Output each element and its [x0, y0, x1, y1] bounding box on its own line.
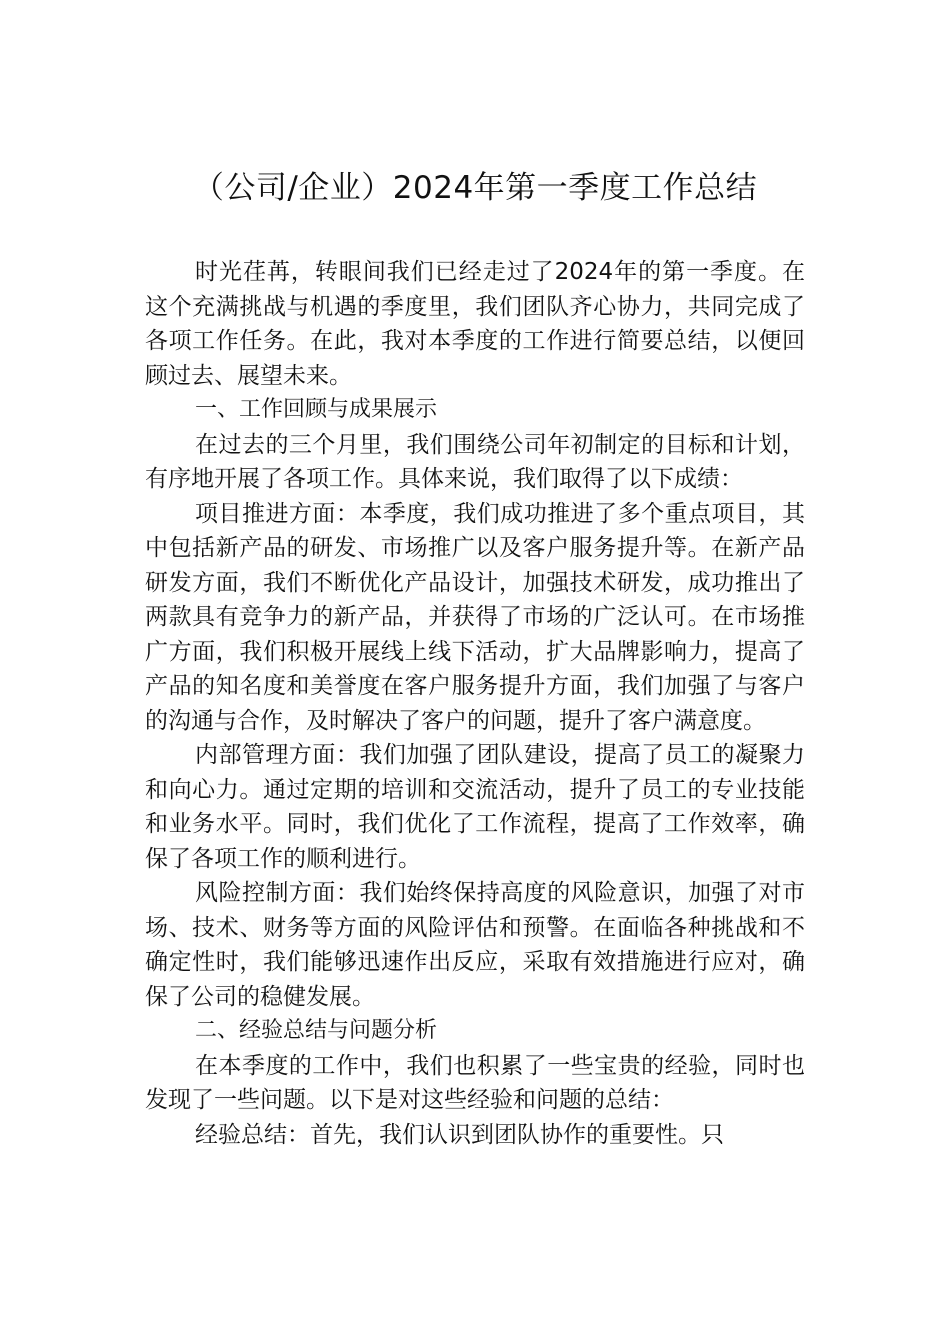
risk-control-paragraph: 风险控制方面：我们始终保持高度的风险意识，加强了对市场、技术、财务等方面的风险评估和预警。在面临各种挑战和不确定性时，我们能够迅速作出反应，采取有效措施进行应对，确保了公司的稳健发展。: [145, 880, 805, 1010]
review-intro-paragraph: 在过去的三个月里，我们围绕公司年初制定的目标和计划，有序地开展了各项工作。具体来说，我们取得了以下成绩：: [145, 431, 805, 492]
internal-management-paragraph: 内部管理方面：我们加强了团队建设，提高了员工的凝聚力和向心力。通过定期的培训和交流活动，提升了员工的专业技能和业务水平。同时，我们优化了工作流程，提高了工作效率，确保了各项工作的顺利进行。: [145, 742, 805, 872]
document-title: （公司/企业）2024年第一季度工作总结: [192, 170, 758, 206]
section-heading-review: 一、工作回顾与成果展示: [195, 397, 438, 422]
intro-paragraph: 时光荏苒，转眼间我们已经走过了2024年的第一季度。在这个充满挑战与机遇的季度里，我们团队齐心协力，共同完成了各项工作任务。在此，我对本季度的工作进行简要总结，以便回顾过去、展望未来。: [145, 259, 805, 389]
project-progress-paragraph: 项目推进方面：本季度，我们成功推进了多个重点项目，其中包括新产品的研发、市场推广以及客户服务提升等。在新产品研发方面，我们不断优化产品设计，加强技术研发，成功推出了两款具有竞争力的新产品，并获得了市场的广泛认可。在市场推广方面，我们积极开展线上线下活动，扩大品牌影响力，提高了产品的知名度和美誉度在客户服务提升方面，我们加强了与客户的沟通与合作，及时解决了客户的问题，提升了客户满意度。: [145, 500, 805, 734]
experience-intro-paragraph: 在本季度的工作中，我们也积累了一些宝贵的经验，同时也发现了一些问题。以下是对这些经验和问题的总结：: [145, 1052, 805, 1113]
experience-summary-paragraph: 经验总结：首先，我们认识到团队协作的重要性。只: [195, 1121, 724, 1148]
document-body: [145, 255, 805, 1152]
section-heading-experience: 二、经验总结与问题分析: [195, 1018, 438, 1043]
